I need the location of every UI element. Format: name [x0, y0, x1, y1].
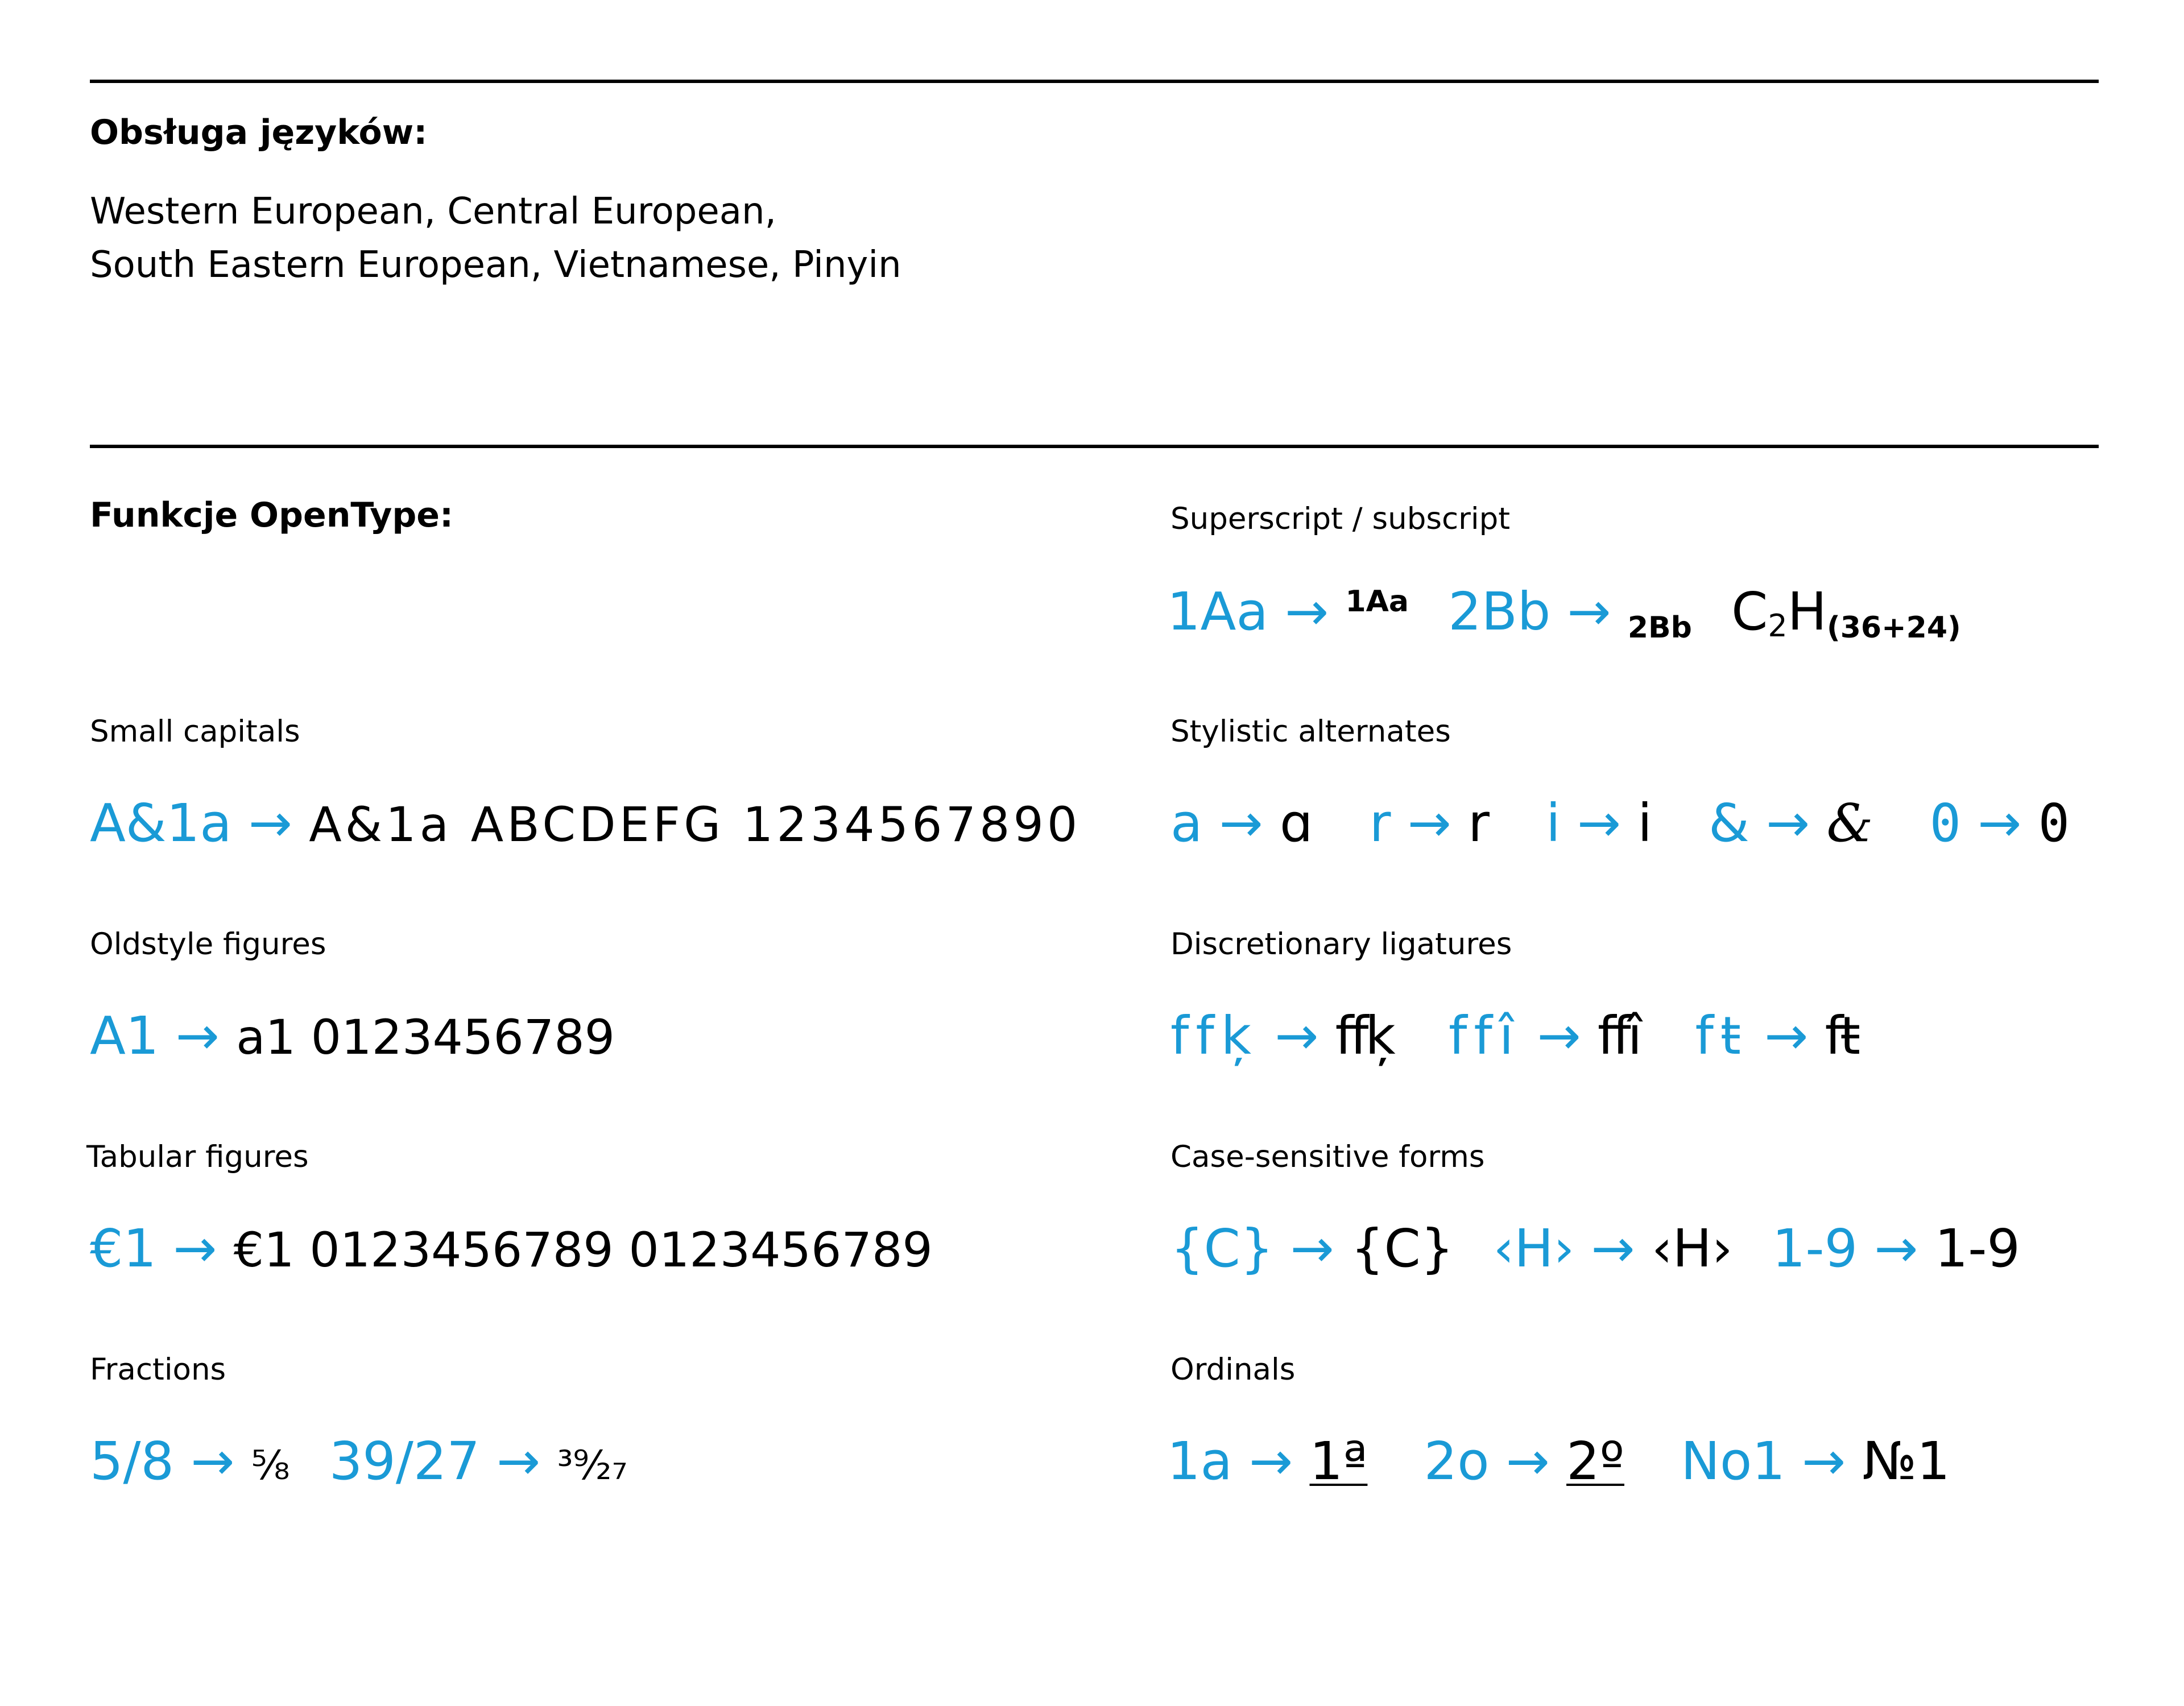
arrow-icon: → [1766, 793, 1810, 854]
case-input-range: 1-9 [1772, 1218, 1858, 1279]
case-sensitive-sample [1170, 1218, 2020, 1279]
fraction-input-2: 39/27 [329, 1431, 480, 1492]
small-caps-sample [90, 793, 1081, 854]
arrow-icon: → [497, 1431, 541, 1492]
arrow-icon: → [1219, 793, 1263, 854]
fraction-input-1: 5/8 [90, 1431, 175, 1492]
section-rule [90, 445, 2099, 448]
arrow-icon: → [1505, 1431, 1550, 1492]
small-caps-label: Small capitals [90, 714, 300, 749]
arrow-icon: → [1802, 1431, 1846, 1492]
stylistic-output-a: ɑ [1279, 793, 1313, 854]
ligature-input-ft: fŧ [1695, 1005, 1748, 1066]
small-caps-input: A&1a [90, 793, 232, 854]
case-output-range: 1-9 [1934, 1218, 2020, 1279]
case-input-guillemets: ‹H› [1493, 1218, 1575, 1279]
arrow-icon: → [1764, 1005, 1809, 1066]
ligature-input-ffk: ffķ [1170, 1005, 1259, 1066]
opentype-heading: Funkcje OpenType: [90, 495, 453, 535]
arrow-icon: → [1407, 793, 1451, 854]
arrow-icon: → [1567, 581, 1611, 642]
tabular-output: €1 0123456789 0123456789 [233, 1222, 933, 1278]
ligature-input-ffi: ffî [1448, 1005, 1521, 1066]
oldstyle-label: Oldstyle figures [90, 927, 326, 962]
fraction-output-1: ⅝ [251, 1442, 290, 1489]
stylistic-input-zero: 0 [1929, 793, 1961, 854]
arrow-icon: → [1249, 1431, 1293, 1492]
arrow-icon: → [191, 1431, 235, 1492]
stylistic-input-a: a [1170, 793, 1203, 854]
discretionary-label: Discretionary ligatures [1170, 927, 1512, 962]
superscript-label: Superscript / subscript [1170, 502, 1511, 536]
languages-heading: Obsługa języków: [90, 113, 428, 152]
case-sensitive-label: Case-sensitive forms [1170, 1140, 1485, 1174]
arrow-icon: → [1577, 793, 1622, 854]
formula-c: C [1731, 581, 1768, 642]
tabular-input: €1 [90, 1218, 157, 1279]
oldstyle-output: a1 0123456789 [236, 1009, 615, 1065]
stylistic-input-r: r [1369, 793, 1391, 854]
case-output-braces: {C} [1350, 1218, 1454, 1279]
stylistic-label: Stylistic alternates [1170, 714, 1451, 749]
languages-line-2: South Eastern European, Vietnamese, Pinyin [90, 244, 901, 286]
fraction-output-2: ³⁹⁄₂₇ [557, 1442, 628, 1489]
top-rule [90, 80, 2099, 83]
arrow-icon: → [1285, 581, 1329, 642]
stylistic-output-i: i [1637, 793, 1652, 854]
formula-subscript: (36+24) [1826, 611, 1961, 645]
arrow-icon: → [1591, 1218, 1635, 1279]
formula-sub-2: 2 [1768, 608, 1788, 644]
ordinal-output-2: 2º [1566, 1431, 1624, 1492]
case-output-guillemets: ‹H› [1651, 1218, 1733, 1279]
tabular-sample [90, 1218, 933, 1279]
stylistic-output-ampersand: & [1826, 793, 1873, 854]
fractions-sample [90, 1431, 628, 1492]
superscript-input-1: 1Aa [1167, 581, 1268, 642]
arrow-icon: → [1275, 1005, 1319, 1066]
arrow-icon: → [173, 1218, 217, 1279]
arrow-icon: → [1978, 793, 2022, 854]
subscript-input-2: 2Bb [1448, 581, 1551, 642]
ordinal-input-1: 1a [1167, 1431, 1232, 1492]
ordinal-output-1: 1ª [1309, 1431, 1368, 1492]
small-caps-output: A&1a ABCDEFG 1234567890 [309, 797, 1081, 852]
stylistic-output-r: r [1468, 793, 1490, 854]
stylistic-input-ampersand: & [1709, 793, 1749, 854]
ordinals-label: Ordinals [1170, 1352, 1296, 1387]
arrow-icon: → [1537, 1005, 1581, 1066]
discretionary-sample [1170, 1005, 1858, 1066]
oldstyle-input: A1 [90, 1005, 159, 1066]
ligature-output-ffi: ffî [1597, 1005, 1639, 1066]
arrow-icon: → [248, 793, 292, 854]
superscript-output-1: 1Aa [1345, 585, 1409, 619]
stylistic-input-i: i [1546, 793, 1561, 854]
ligature-output-ft: fŧ [1825, 1005, 1858, 1066]
arrow-icon: → [1874, 1218, 1918, 1279]
superscript-sample [1167, 581, 1961, 645]
tabular-label: Tabular figures [86, 1140, 309, 1174]
ordinal-output-3: №1 [1862, 1431, 1950, 1492]
stylistic-output-zero: 0 [2038, 793, 2070, 854]
languages-line-1: Western European, Central European, [90, 191, 776, 233]
ordinal-input-3: No1 [1681, 1431, 1785, 1492]
ligature-output-ffk: ffķ [1335, 1005, 1392, 1066]
ordinal-input-2: 2o [1424, 1431, 1490, 1492]
ordinals-sample [1167, 1431, 1950, 1492]
fractions-label: Fractions [90, 1352, 226, 1387]
arrow-icon: → [1290, 1218, 1334, 1279]
subscript-output-2: 2Bb [1627, 611, 1692, 645]
case-input-braces: {C} [1170, 1218, 1274, 1279]
oldstyle-sample [90, 1005, 615, 1066]
formula-h: H [1787, 581, 1827, 642]
stylistic-sample [1170, 793, 2070, 854]
arrow-icon: → [175, 1005, 220, 1066]
